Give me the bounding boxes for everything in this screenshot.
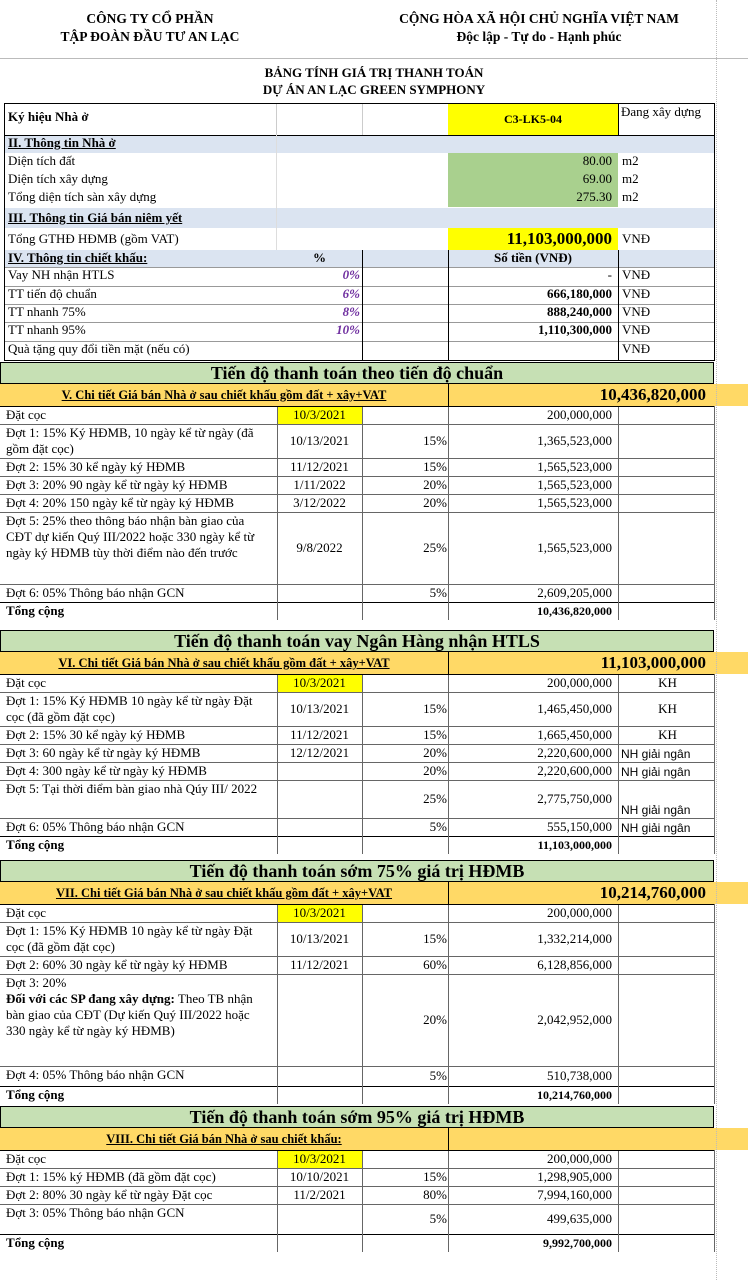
row-percent: 15% (423, 931, 447, 946)
row-date: 10/10/2021 (289, 1169, 350, 1184)
plan1-heading: Tiến độ thanh toán theo tiến độ chuẩn (0, 362, 714, 384)
row-date: 11/12/2021 (290, 957, 349, 972)
row-percent: 15% (423, 433, 447, 448)
plan4-total-value: 9,992,700,000 (543, 1236, 612, 1250)
row-percent: 60% (423, 957, 447, 972)
area-build-label: Diện tích xây dựng (8, 171, 108, 186)
plan4-heading: Tiến độ thanh toán sớm 95% giá trị HĐMB (0, 1106, 714, 1128)
row-label: Đợt 2: 60% 30 ngày kể từ ngày ký HĐMB (6, 957, 228, 972)
row-note: NH giải ngân (621, 765, 691, 779)
plan3-sub-total: 10,214,760,000 (448, 882, 748, 904)
plan3-total-label: Tổng cộng (6, 1087, 65, 1102)
row-label: Đợt 1: 15% Ký HĐMB 10 ngày kể từ ngày Đặt cọc (đã gồm đặt cọc) (6, 693, 253, 724)
area-land-label: Diện tích đất (8, 153, 76, 168)
row-note: KH (658, 701, 677, 716)
row-percent: 25% (423, 791, 447, 806)
row-label: Đặt cọc (6, 407, 47, 422)
row-date: 3/12/2022 (293, 495, 346, 510)
row-note: NH giải ngân (621, 821, 691, 835)
row-date: 10/3/2021 (277, 674, 362, 692)
section-listed-price: III. Thông tin Giá bán niêm yết (5, 208, 714, 228)
discount-percent: 10% (336, 322, 360, 337)
plan3-heading: Tiến độ thanh toán sớm 75% giá trị HĐMB (0, 860, 714, 882)
area-floor-value: 275.30 (448, 189, 618, 207)
row-percent: 80% (423, 1187, 447, 1202)
plan2-total-value: 11,103,000,000 (537, 838, 612, 852)
code-value: C3-LK5-04 (448, 104, 618, 135)
row-amount: 2,775,750,000 (537, 791, 612, 806)
row-date: 12/12/2021 (289, 745, 350, 760)
row-amount: 2,220,600,000 (537, 745, 612, 760)
row-label: Đặt cọc (6, 1151, 47, 1166)
plan1-total-label: Tổng cộng (6, 603, 65, 618)
row-label: Đợt 2: 80% 30 ngày kể từ ngày Đặt cọc (6, 1187, 213, 1202)
total-price-unit: VNĐ (622, 231, 651, 246)
row-label: Đặt cọc (6, 675, 47, 690)
national-motto (330, 10, 748, 46)
row-amount: 1,565,523,000 (537, 540, 612, 555)
row-amount: 7,994,160,000 (537, 1187, 612, 1202)
row-label: Đợt 1: 15% ký HĐMB (đã gồm đặt cọc) (6, 1169, 216, 1184)
discount-unit: VNĐ (622, 341, 651, 356)
row-amount: 2,042,952,000 (537, 1012, 612, 1027)
row-amount: 1,365,523,000 (537, 433, 612, 448)
row-percent: 5% (429, 585, 447, 600)
plan2-heading: Tiến độ thanh toán vay Ngân Hàng nhận HTLS (0, 630, 714, 652)
discount-amount: 666,180,000 (547, 286, 612, 301)
discount-label: Vay NH nhận HTLS (8, 267, 115, 282)
row-label: Đợt 3: 60 ngày kể từ ngày ký HĐMB (6, 745, 201, 760)
row-date: 10/13/2021 (289, 701, 350, 716)
row-label: Đợt 3: 05% Thông báo nhận GCN (6, 1205, 185, 1220)
row-amount: 1,665,450,000 (537, 727, 612, 742)
row-date: 9/8/2022 (296, 540, 343, 555)
row-amount: 510,738,000 (547, 1068, 612, 1083)
area-build-value: 69.00 (448, 171, 618, 189)
plan4-total-label: Tổng cộng (6, 1235, 65, 1250)
row-label: Đợt 2: 15% 30 kể ngày ký HĐMB (6, 459, 186, 474)
doc-title-line1: BẢNG TÍNH GIÁ TRỊ THANH TOÁN (264, 65, 484, 80)
row-amount: 1,565,523,000 (537, 477, 612, 492)
row-amount: 1,298,905,000 (537, 1169, 612, 1184)
row-label: Đặt cọc (6, 905, 47, 920)
row-label-bold: Đối với các SP đang xây dựng: (6, 991, 175, 1006)
discount-label: TT nhanh 95% (8, 322, 86, 337)
row-percent: 20% (423, 763, 447, 778)
row-date: 10/3/2021 (277, 1150, 362, 1168)
discount-unit: VNĐ (622, 304, 651, 319)
row-amount: 200,000,000 (547, 675, 612, 690)
row-date: 11/2/2021 (293, 1187, 346, 1202)
row-percent: 5% (429, 1211, 447, 1226)
row-amount: 555,150,000 (547, 819, 612, 834)
total-price-label: Tổng GTHĐ HĐMB (gồm VAT) (8, 231, 179, 246)
row-date: 10/13/2021 (289, 931, 350, 946)
row-label-head: Đợt 3: 20% (6, 975, 67, 990)
row-amount: 2,220,600,000 (537, 763, 612, 778)
plan1-sub-title: V. Chi tiết Giá bán Nhà ở sau chiết khấu gồm đất + xây+VAT (0, 384, 448, 406)
row-note: KH (658, 675, 677, 690)
row-date: 1/11/2022 (293, 477, 346, 492)
code-label: Ký hiệu Nhà ở (8, 109, 89, 124)
row-label: Đợt 3: 20% 90 ngày kể từ ngày ký HĐMB (6, 477, 228, 492)
row-amount: 200,000,000 (547, 905, 612, 920)
row-amount: 6,128,856,000 (537, 957, 612, 972)
plan1-total-value: 10,436,820,000 (537, 604, 612, 618)
discount-percent: 8% (342, 304, 360, 319)
row-note: KH (658, 727, 677, 742)
plan4-sub-total (448, 1128, 748, 1150)
row-percent: 5% (429, 819, 447, 834)
row-amount: 499,635,000 (547, 1211, 612, 1226)
row-percent: 15% (423, 1169, 447, 1184)
company-name (0, 10, 300, 46)
row-label: Đợt 6: 05% Thông báo nhận GCN (6, 585, 185, 600)
row-percent: 15% (423, 701, 447, 716)
plan2-sub-total: 11,103,000,000 (448, 652, 748, 674)
plan2-sub-title: VI. Chi tiết Giá bán Nhà ở sau chiết khấu gồm đất + xây+VAT (0, 652, 448, 674)
col-amount-header: Số tiền (VNĐ) (494, 250, 572, 265)
plan1-sub-total: 10,436,820,000 (448, 384, 748, 406)
row-percent: 15% (423, 459, 447, 474)
row-amount: 1,565,523,000 (537, 459, 612, 474)
row-percent: 5% (429, 1068, 447, 1083)
row-label: Đợt 4: 20% 150 ngày kể từ ngày ký HĐMB (6, 495, 235, 510)
plan3-sub-title: VII. Chi tiết Giá bán Nhà ở sau chiết khấu gồm đất + xây+VAT (0, 882, 448, 904)
row-date: 11/12/2021 (290, 459, 349, 474)
section-housing-info: II. Thông tin Nhà ở (5, 135, 714, 153)
row-amount: 1,332,214,000 (537, 931, 612, 946)
row-label: Đợt 5: 25% theo thông báo nhận bàn giao của CĐT dự kiến Quý III/2022 hoặc 330 ngày kể từ ngày ký HĐMB tùy thời điểm nào đến trước (6, 513, 255, 560)
row-amount: 1,565,523,000 (537, 495, 612, 510)
row-percent: 20% (423, 1012, 447, 1027)
plan3-total-value: 10,214,760,000 (537, 1088, 612, 1102)
discount-percent: 0% (342, 267, 360, 282)
row-label (6, 975, 271, 1067)
plan2-total-label: Tổng cộng (6, 837, 65, 852)
discount-label: Quà tặng quy đổi tiền mặt (nếu có) (8, 341, 190, 356)
row-label: Đợt 1: 15% Ký HĐMB, 10 ngày kể từ ngày (đã gồm đặt cọc) (6, 425, 254, 456)
row-amount: 200,000,000 (547, 407, 612, 422)
row-note: NH giải ngân (621, 803, 691, 817)
row-note: NH giải ngân (621, 747, 691, 761)
row-label: Đợt 2: 15% 30 kể ngày ký HĐMB (6, 727, 186, 742)
discount-amount: 1,110,300,000 (537, 322, 612, 337)
row-date: 11/12/2021 (290, 727, 349, 742)
discount-amount: 888,240,000 (547, 304, 612, 319)
row-amount: 200,000,000 (547, 1151, 612, 1166)
area-land-value: 80.00 (448, 153, 618, 171)
row-percent: 20% (423, 745, 447, 760)
row-label: Đợt 5: Tại thời điểm bàn giao nhà Qúy III/ 2022 (6, 781, 258, 796)
row-percent: 25% (423, 540, 447, 555)
section-discount-info: IV. Thông tin chiết khấu: (8, 250, 148, 265)
row-amount: 2,609,205,000 (537, 585, 612, 600)
discount-unit: VNĐ (622, 286, 651, 301)
plan4-sub-title: VIII. Chi tiết Giá bán Nhà ở sau chiết khấu: (0, 1128, 448, 1150)
area-land-unit: m2 (622, 153, 639, 168)
row-label: Đợt 1: 15% Ký HĐMB 10 ngày kể từ ngày Đặt cọc (đã gồm đặt cọc) (6, 923, 253, 954)
row-label-tail: Theo TB nhận bàn giao của CĐT (Dự kiến Quý III/2022 hoặc 330 ngày kể từ ngày ký HĐMB) (6, 991, 253, 1038)
row-percent: 20% (423, 495, 447, 510)
row-date: 10/13/2021 (289, 433, 350, 448)
row-label: Đợt 4: 300 ngày kể từ ngày ký HĐMB (6, 763, 207, 778)
row-percent: 15% (423, 727, 447, 742)
area-floor-label: Tổng diện tích sàn xây dựng (8, 189, 157, 204)
nation-line2: Độc lập - Tự do - Hạnh phúc (456, 29, 622, 44)
discount-label: TT tiến độ chuẩn (8, 286, 97, 301)
discount-percent: 6% (342, 286, 360, 301)
row-percent: 20% (423, 477, 447, 492)
area-floor-unit: m2 (622, 189, 639, 204)
discount-unit: VNĐ (622, 322, 651, 337)
area-build-unit: m2 (622, 171, 639, 186)
col-percent-header: % (313, 250, 326, 265)
nation-line1: CỘNG HÒA XÃ HỘI CHỦ NGHĨA VIỆT NAM (399, 11, 679, 26)
row-date: 10/3/2021 (277, 904, 362, 922)
row-label: Đợt 6: 05% Thông báo nhận GCN (6, 819, 185, 834)
discount-amount: - (607, 267, 612, 282)
total-price-value: 11,103,000,000 (448, 228, 618, 250)
company-line2: TẬP ĐOÀN ĐẦU TƯ AN LẠC (60, 29, 240, 44)
row-label: Đợt 4: 05% Thông báo nhận GCN (6, 1067, 185, 1082)
status-text: Đang xây dựng (621, 104, 701, 119)
company-line1: CÔNG TY CỔ PHẦN (86, 11, 214, 26)
row-date: 10/3/2021 (277, 406, 362, 424)
discount-label: TT nhanh 75% (8, 304, 86, 319)
doc-title-line2: DỰ ÁN AN LẠC GREEN SYMPHONY (262, 82, 486, 97)
discount-unit: VNĐ (622, 267, 651, 282)
row-amount: 1,465,450,000 (537, 701, 612, 716)
document-header (0, 0, 748, 58)
